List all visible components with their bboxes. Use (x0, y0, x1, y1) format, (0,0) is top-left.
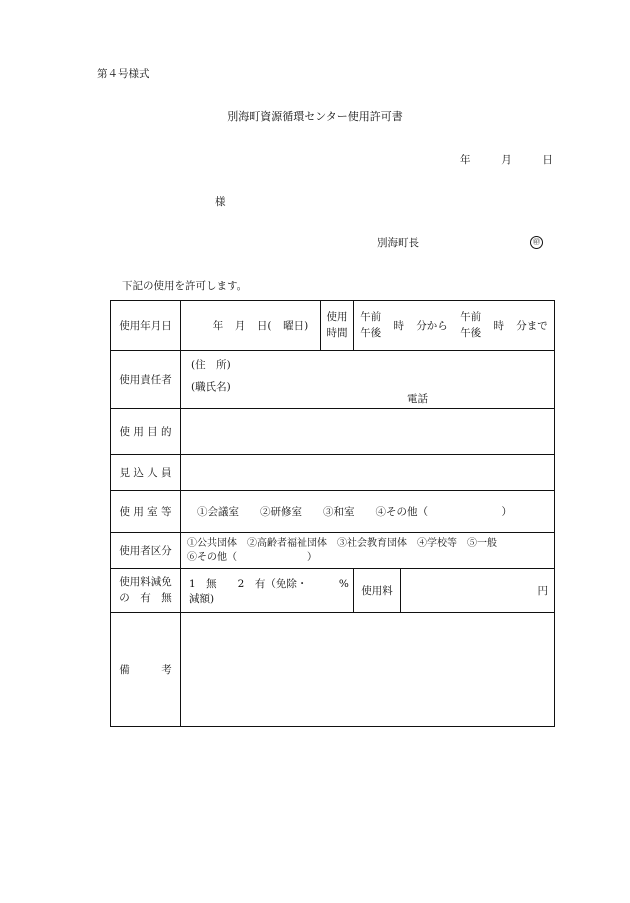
row-rooms (111, 491, 555, 533)
user-class-line-1: ①公共団体 ②高齢者福祉団体 ③社会教育団体 ④学校等 ⑤一般 (187, 538, 497, 549)
end-pm: 午後 (460, 326, 482, 339)
document-title: 別海町資源循環センター使用許可書 (227, 110, 403, 123)
responsible-label: 使用責任者 (111, 351, 181, 409)
rooms-options[interactable]: ①会議室 ②研修室 ③和室 ④その他（ ） (181, 491, 555, 533)
start-hour-label: 時 (393, 320, 404, 332)
user-class-options[interactable] (181, 533, 555, 569)
date-day-label: 日 (542, 154, 553, 166)
usage-time-label (321, 301, 354, 351)
rooms-label: 使 用 室 等 (111, 491, 181, 533)
end-am: 午前 (460, 310, 482, 323)
phone-label: 電話 (407, 393, 428, 405)
addressee-suffix: 様 (215, 196, 226, 208)
purpose-field[interactable] (181, 409, 555, 455)
usage-time-label-2: 時間 (326, 326, 348, 339)
lead-text: 下記の使用を許可します。 (122, 280, 248, 292)
start-ampm[interactable] (360, 310, 381, 342)
fee-reduction-label-1: 使用料減免 (119, 575, 172, 588)
row-purpose (111, 409, 555, 455)
usage-day: 日( (256, 320, 272, 332)
fee-amount[interactable] (401, 569, 555, 613)
issuer-name: 別海町長 (377, 237, 419, 249)
remarks-label: 備 考 (111, 613, 181, 727)
issue-date-line (460, 155, 553, 166)
end-min-label: 分まで (516, 320, 548, 332)
fee-reduction-label (111, 569, 181, 613)
start-min-label: 分から (416, 320, 448, 332)
usage-time-label-1: 使用 (326, 310, 348, 323)
user-class-label: 使用者区分 (111, 533, 181, 569)
responsible-value[interactable] (181, 351, 555, 409)
usage-date-label: 使用年月日 (111, 301, 181, 351)
date-month-label: 月 (501, 154, 512, 166)
fee-label: 使用料 (354, 569, 401, 613)
end-ampm[interactable] (460, 310, 481, 342)
row-remarks (111, 613, 555, 727)
name-label: (職氏名) (191, 381, 231, 393)
usage-year: 年 (212, 320, 224, 332)
row-user-class (111, 533, 555, 569)
usage-date-value[interactable] (181, 301, 321, 351)
attendees-label: 見 込 人 員 (111, 455, 181, 491)
row-responsible (111, 351, 555, 409)
usage-time-value[interactable] (354, 301, 555, 351)
form-number: 第４号様式 (97, 68, 150, 80)
user-class-line-2: ⑥その他（ ） (187, 551, 317, 563)
purpose-label: 使 用 目 的 (111, 409, 181, 455)
start-pm: 午後 (360, 326, 382, 339)
address-label: (住 所) (191, 359, 231, 371)
attendees-field[interactable] (181, 455, 555, 491)
start-am: 午前 (360, 310, 382, 323)
fee-reduction-label-2: の 有 無 (119, 591, 172, 604)
row-attendees (111, 455, 555, 491)
usage-weekday: 曜日) (283, 320, 309, 332)
row-usage-date (111, 301, 555, 351)
end-hour-label: 時 (493, 320, 504, 332)
usage-month: 月 (234, 320, 246, 332)
fee-unit: 円 (537, 585, 548, 597)
seal-mark: ㊞ (530, 236, 543, 249)
fee-reduction-value[interactable]: 1 無 2 有（免除・ %減額) (181, 569, 354, 613)
permit-table (110, 300, 555, 727)
remarks-field[interactable] (181, 613, 555, 727)
date-year-label: 年 (460, 154, 471, 166)
row-fee (111, 569, 555, 613)
